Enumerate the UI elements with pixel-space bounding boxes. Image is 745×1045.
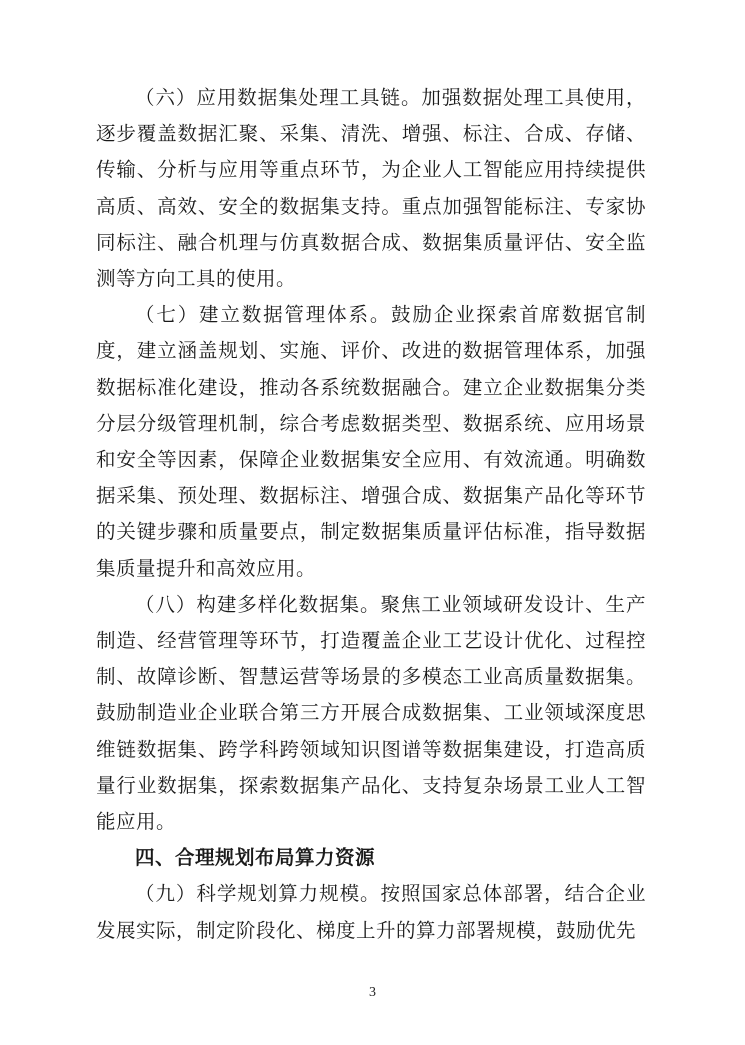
paragraph-8: （八）构建多样化数据集。聚焦工业领域研发设计、生产制造、经营管理等环节，打造覆盖企业工艺设计优化、过程控制、故障诊断、智慧运营等场景的多模态工业高质量数据集。鼓励制造业企业联合第三方开展合成数据集、工业领域深度思维链数据集、跨学科跨领域知识图谱等数据集建设，打造高质量行业数据集，探索数据集产品化、支持复杂场景工业人工智能应用。 xyxy=(96,592,646,834)
paragraph-6: （六）应用数据集处理工具链。加强数据处理工具使用，逐步覆盖数据汇聚、采集、清洗、增强、标注、合成、存储、传输、分析与应用等重点环节，为企业人工智能应用持续提供高质、高效、安全的数据集支持。重点加强智能标注、专家协同标注、融合机理与仿真数据合成、数据集质量评估、安全监测等方向工具的使用。 xyxy=(96,86,646,291)
document-page xyxy=(96,80,646,949)
paragraph-7: （七）建立数据管理体系。鼓励企业探索首席数据官制度，建立涵盖规划、实施、评价、改进的数据管理体系，加强数据标准化建设，推动各系统数据融合。建立企业数据集分类分层分级管理机制，综合考虑数据类型、数据系统、应用场景和安全等因素，保障企业数据集安全应用、有效流通。明确数据采集、预处理、数据标注、增强合成、数据集产品化等环节的关键步骤和质量要点，制定数据集质量评估标准，指导数据集质量提升和高效应用。 xyxy=(96,303,646,580)
page-number: 3 xyxy=(369,985,376,1000)
section-heading-4: 四、合理规划布局算力资源 xyxy=(135,846,376,870)
paragraph-9: （九）科学规划算力规模。按照国家总体部署，结合企业发展实际，制定阶段化、梯度上升的算力部署规模，鼓励优先 xyxy=(96,882,646,942)
